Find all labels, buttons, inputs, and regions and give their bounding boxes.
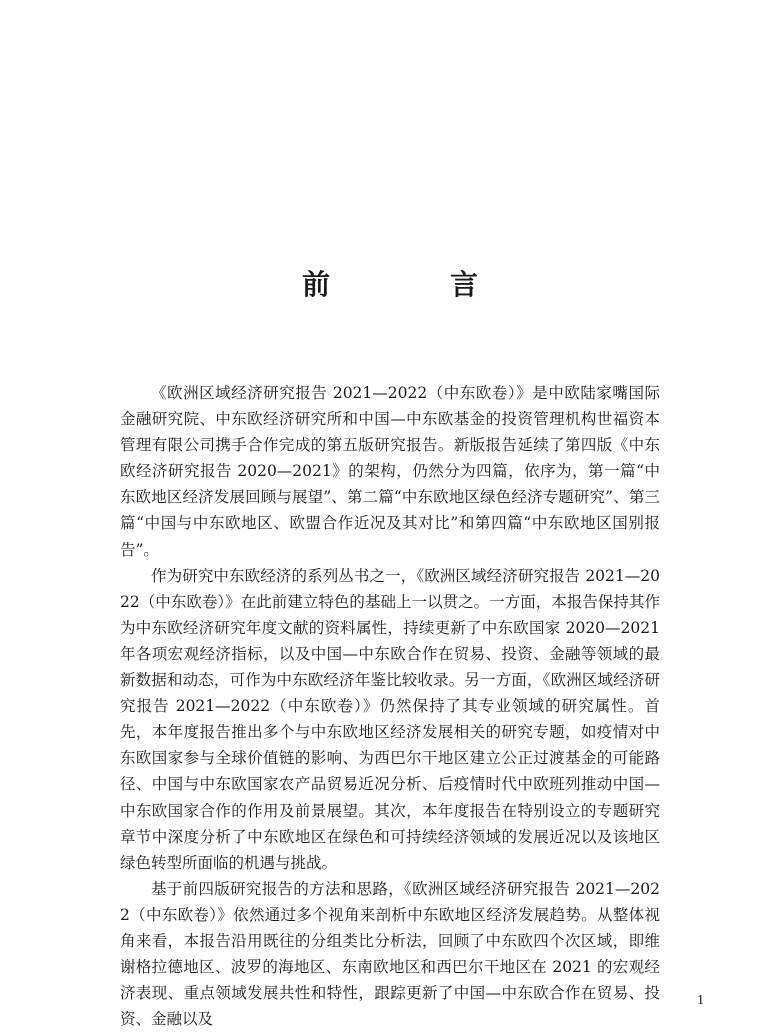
paragraph-3: 基于前四版研究报告的方法和思路，《欧洲区域经济研究报告 2021—2022（中东欧卷）》依然通过多个视角来剖析中东欧地区经济发展趋势。从整体视角来看，本报告沿用既往的分组类比分析法，回顾了中东欧四个次区域，即维谢格拉德地区、波罗的海地区、东南欧地区和西巴尔干地区在 2021 的宏观经济表现、重点领域发展共性和特性，跟踪更新了中国—中东欧合作在贸易、投资、金融以及 — [120, 879, 660, 1029]
page-number: 1 — [697, 993, 704, 1008]
paragraph-1: 《欧洲区域经济研究报告 2021—2022（中东欧卷）》是中欧陆家嘴国际金融研究院、中东欧经济研究所和中国—中东欧基金的投资管理机构世福资本管理有限公司携手合作完成的第五版研究报告。新版报告延续了第四版《中东欧经济研究报告 2020—2021》的架构，仍然分为四篇，依序为，第一篇“中东欧地区经济发展回顾与展望”、第二篇“中东欧地区绿色经济专题研究”、第三篇“中国与中东欧地区、欧盟合作近况及其对比”和第四篇“中东欧地区国别报告”。 — [120, 384, 660, 559]
paragraph-2: 作为研究中东欧经济的系列丛书之一，《欧洲区域经济研究报告 2021—2022（中东欧卷）》在此前建立特色的基础上一以贯之。一方面，本报告保持其作为中东欧经济研究年度文献的资料属性，持续更新了中东欧国家 2020—2021 年各项宏观经济指标，以及中国—中东欧合作在贸易、投资、金融等领域的最新数据和动态，可作为中东欧经济年鉴比较收录。另一方面，《欧洲区域经济研究报告 2021—2022（中东欧卷）》仍然保持了其专业领域的研究属性。首先，本年度报告推出多个与中东欧地区经济发展相关的研究专题，如疫情对中东欧国家参与全球价值链的影响、为西巴尔干地区建立公正过渡基金的可能路径、中国与中东欧国家农产品贸易近况分析、后疫情时代中欧班列推动中国—中东欧国家合作的作用及前景展望。其次，本年度报告在特别设立的专题研究章节中深度分析了中东欧地区在绿色和可持续经济领域的发展近况以及该地区绿色转型所面临的机遇与挑战。 — [120, 566, 660, 872]
page-title: 前 言 — [301, 267, 524, 301]
body-text — [120, 380, 660, 1032]
